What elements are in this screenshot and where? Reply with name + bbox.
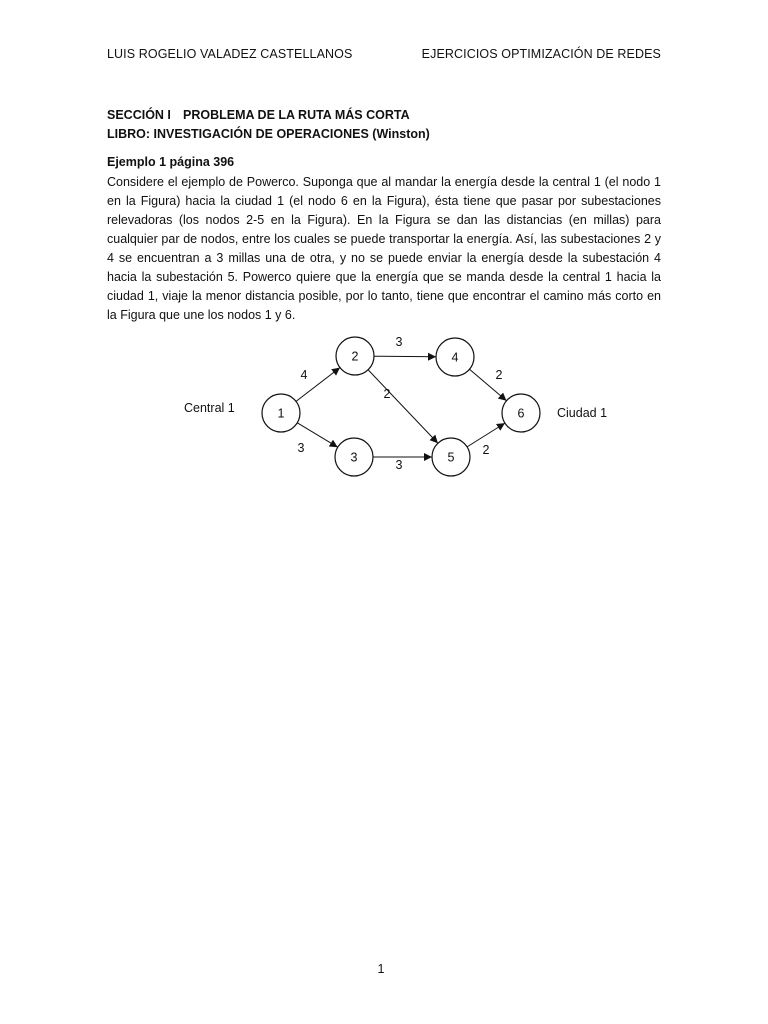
node-5: [432, 438, 470, 476]
node-label: 3: [350, 450, 358, 465]
edge-weight-1-2: 4: [300, 368, 308, 382]
node-label: 6: [517, 406, 525, 421]
edge-weight-2-5: 2: [383, 387, 391, 401]
edge-2-5: [368, 370, 438, 443]
node-1: [262, 394, 300, 432]
example-title: Ejemplo 1 página 396: [107, 155, 235, 169]
edge-weight-5-6: 2: [482, 443, 490, 457]
source-label: Central 1: [184, 401, 235, 415]
section-title: PROBLEMA DE LA RUTA MÁS CORTA: [183, 108, 410, 122]
node-4: [436, 338, 474, 376]
header-author: LUIS ROGELIO VALADEZ CASTELLANOS: [107, 47, 353, 61]
edge-weight-4-6: 2: [495, 368, 503, 382]
edge-weight-3-5: 3: [395, 458, 403, 472]
sink-label: Ciudad 1: [557, 406, 608, 420]
node-2: [336, 337, 374, 375]
node-label: 2: [351, 349, 359, 364]
node-label: 1: [277, 406, 285, 421]
section-heading: [107, 108, 410, 122]
node-3: [335, 438, 373, 476]
book-heading: LIBRO: INVESTIGACIÓN DE OPERACIONES (Winston): [107, 127, 430, 141]
node-label: 5: [447, 450, 455, 465]
network-diagram: [0, 320, 768, 490]
section-label: SECCIÓN I: [107, 108, 171, 122]
node-6: [502, 394, 540, 432]
edge-2-4: [374, 356, 436, 357]
edge-weight-2-4: 3: [395, 335, 403, 349]
example-paragraph: Considere el ejemplo de Powerco. Suponga que al mandar la energía desde la central 1 (el nodo 1 en la Figura) hacia la ciudad 1 (el nodo 6 en la Figura), ésta tiene que pasar por subestaciones relevadoras (los nodos 2-5 en la Figura). En la Figura se dan las distancias (en millas) para cualquier par de nodos, entre los cuales se puede transportar la energía. Así, las subestaciones 2 y 4 se encuentran a 3 millas una de otra, y no se puede enviar la energía desde la subestación 4 hacia la subestación 5. Powerco quiere que la energía que se manda desde la central 1 hacia la ciudad 1, viaje la menor distancia posible, por lo tanto, tiene que encontrar el camino más corto en la Figura que une los nodos 1 y 6.: [107, 175, 661, 322]
edge-weight-1-3: 3: [297, 441, 305, 455]
page-number: 1: [377, 962, 385, 976]
header-title: EJERCICIOS OPTIMIZACIÓN DE REDES: [421, 47, 661, 61]
node-label: 4: [451, 350, 459, 365]
